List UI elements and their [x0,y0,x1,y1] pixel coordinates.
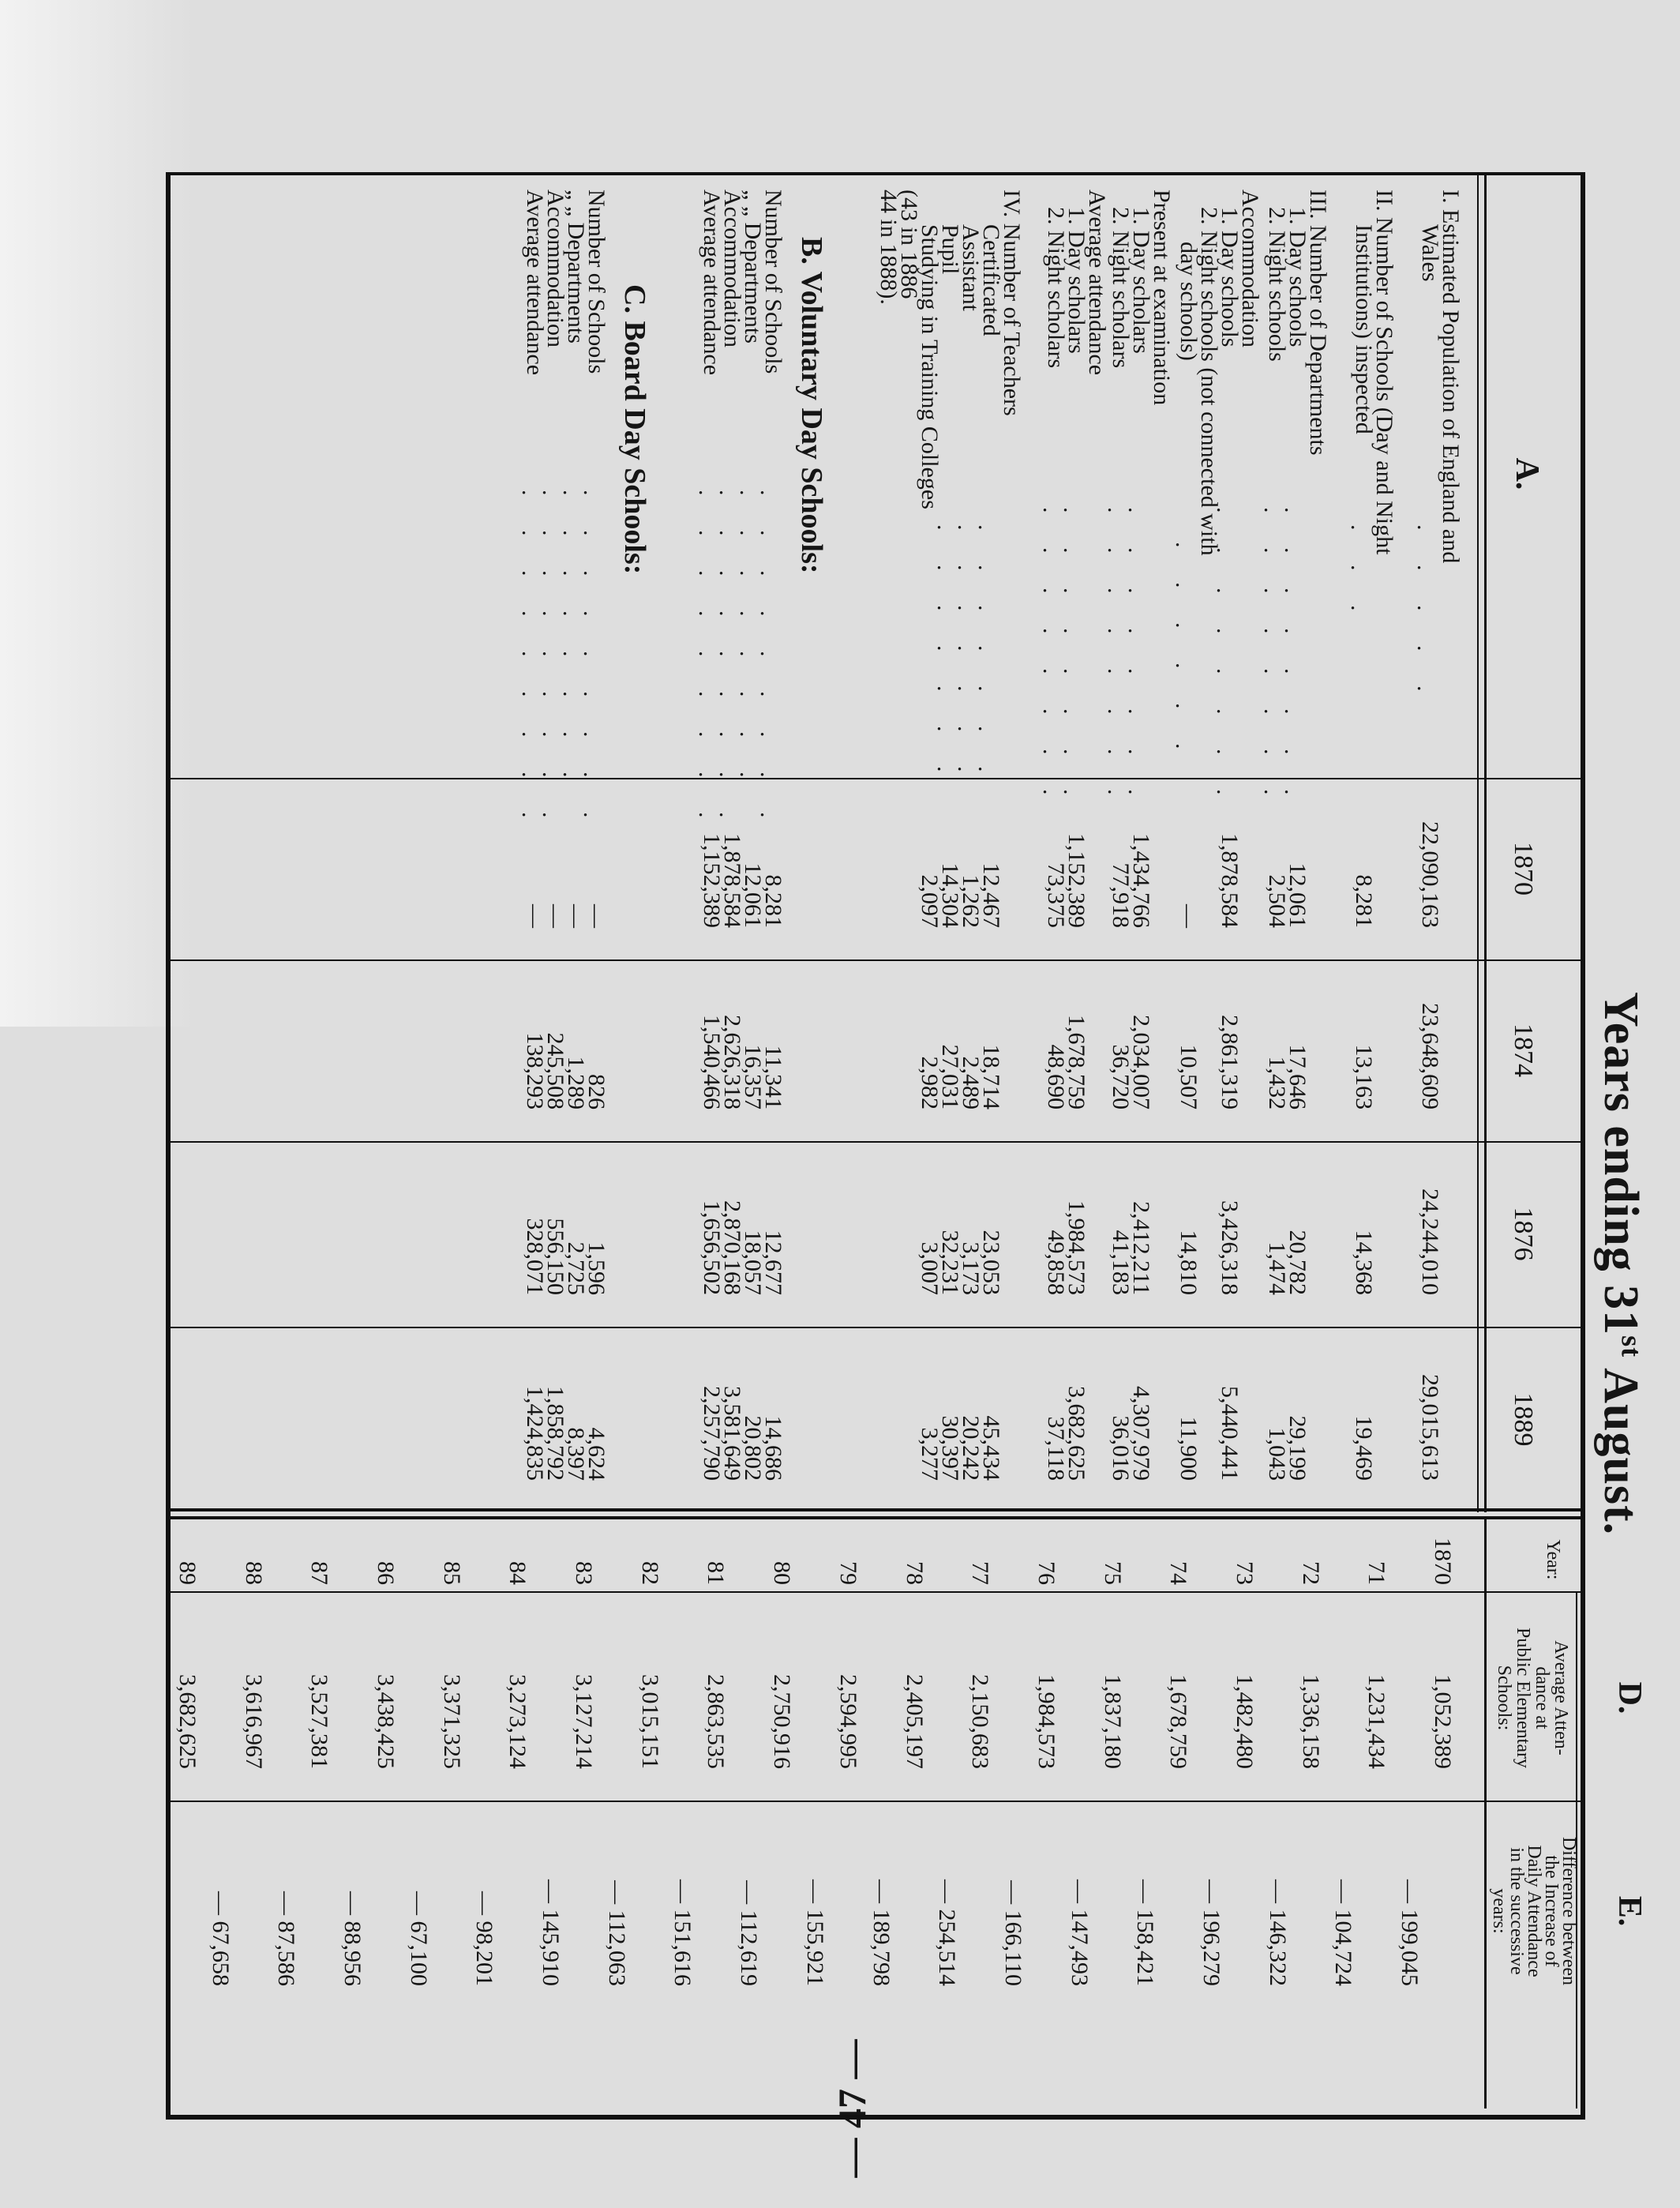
row-value-12-2: 2,412,211 [1128,1201,1154,1295]
row-label-5: 1. Day schools [1284,207,1311,347]
de-attendance-7: 2,150,683 [967,1674,993,1769]
year-col-line-1 [171,959,1585,961]
row-leader-12: . . . . . . . . [1123,507,1149,809]
row-value-16-2: 49,858 [1043,1230,1069,1295]
row-value-5-1: 17,646 [1284,1044,1311,1110]
row-leader-20: . . . . . . . [932,524,958,787]
de-year-3: 73 [1232,1561,1258,1585]
row-value-1-0: 22,090,163 [1417,821,1443,928]
row-value-20-3: 30,397 [937,1415,963,1481]
col-e-subheading-0: Difference between [1558,1836,1579,1986]
row-b-value-0-3: 14,686 [760,1415,786,1481]
row-value-20-2: 32,231 [937,1230,963,1295]
row-value-21-3: 3,277 [917,1427,943,1481]
de-year-16: 86 [373,1561,399,1585]
row-c-leader-3: . . . . . . . . . [517,490,543,832]
de-attendance-13: 3,127,214 [571,1674,597,1769]
de-difference-12: — 112,063 [604,1880,630,1986]
row-value-5-0: 12,061 [1284,862,1311,928]
row-label-6: 2. Night schools [1264,207,1290,362]
row-value-1-1: 23,648,609 [1417,1003,1443,1110]
row-b-value-2-3: 3,581,649 [719,1386,745,1481]
de-difference-15: — 67,100 [406,1891,432,1986]
de-difference-5: — 147,493 [1067,1879,1093,1986]
row-b-label-1: „ „ Departments [740,190,766,344]
page-number-text: — 47 — [830,2039,874,2178]
de-difference-2: — 146,322 [1265,1879,1291,1986]
row-value-5-2: 20,782 [1284,1230,1311,1295]
row-value-10-3: 11,900 [1176,1416,1202,1481]
row-value-19-1: 2,489 [958,1056,984,1110]
row-value-3-3: 19,469 [1351,1415,1377,1481]
row-value-12-0: 1,434,766 [1128,833,1154,928]
section-c-heading: C. Board Day Schools: [618,284,651,575]
de-difference-10: — 112,619 [736,1880,762,1986]
row-b-value-1-3: 20,802 [740,1415,766,1481]
row-b-value-2-1: 2,626,318 [719,1015,745,1110]
row-value-20-1: 27,031 [937,1044,963,1110]
row-c-value-3-2: 328,071 [522,1218,548,1295]
de-year-7: 77 [967,1561,993,1585]
row-value-13-1: 36,720 [1108,1044,1134,1110]
de-year-4: 74 [1165,1561,1191,1585]
row-label-23: 44 in 1888). [876,190,902,305]
row-value-6-2: 1,474 [1264,1241,1290,1295]
row-leader-18: . . . . . . . [973,524,999,787]
row-b-leader-3: . . . . . . . . . [694,490,720,832]
row-label-4: III. Number of Departments [1305,190,1331,456]
row-value-13-3: 36,016 [1108,1415,1134,1481]
row-value-18-3: 45,434 [978,1415,1004,1481]
de-attendance-4: 1,678,759 [1165,1674,1191,1769]
de-difference-6: — 166,110 [1000,1880,1026,1986]
row-value-18-2: 23,053 [978,1230,1004,1295]
row-value-16-0: 73,375 [1043,862,1069,928]
row-c-value-0-3: 4,624 [583,1427,609,1481]
col-d-subheading-2: Public Elementary [1513,1628,1533,1768]
row-label-7: Accommodation [1237,190,1263,347]
de-difference-1: — 104,724 [1330,1879,1356,1986]
row-label-11: Present at examination [1149,190,1175,406]
year-header-1876: 1876 [1509,1207,1538,1261]
row-leader-6: . . . . . . . . [1259,507,1285,809]
de-difference-3: — 196,279 [1198,1879,1224,1986]
row-c-leader-0: . . . . . . . . . [579,490,605,832]
de-attendance-14: 3,273,124 [504,1674,531,1769]
row-value-6-0: 2,504 [1264,874,1290,928]
row-label-18: Certificated [978,224,1004,336]
row-label-2: II. Number of Schools (Day and Night [1371,190,1397,555]
row-leader-3: . . . [1346,524,1372,625]
row-label-19: Assistant [958,224,984,312]
de-difference-7: — 254,514 [934,1879,960,1986]
de-year-15: 85 [439,1561,465,1585]
de-difference-11: — 151,616 [669,1879,696,1986]
row-value-6-1: 1,432 [1264,1056,1290,1110]
row-c-value-1-3: 8,397 [563,1427,589,1481]
row-label-14: Average attendance [1084,190,1110,376]
row-b-value-2-2: 2,870,168 [719,1200,745,1295]
de-attendance-8: 2,405,197 [902,1674,928,1769]
de-attendance-11: 2,863,535 [703,1674,729,1769]
de-year-1: 71 [1363,1561,1389,1585]
de-col-line-1 [171,1591,1585,1593]
col-d-subheading-0: Average Atten- [1551,1640,1571,1756]
row-value-15-0: 1,152,389 [1063,833,1089,928]
row-value-3-2: 14,368 [1351,1230,1377,1295]
col-e-header: E. [1611,1895,1648,1927]
de-year-19: 89 [174,1561,201,1585]
row-value-19-2: 3,173 [958,1241,984,1295]
de-attendance-15: 3,371,325 [439,1674,465,1769]
title-end: August. [1594,1357,1648,1536]
row-c-value-2-0: — [542,904,568,928]
row-value-3-0: 8,281 [1351,874,1377,928]
de-attendance-12: 3,015,151 [637,1674,663,1769]
row-value-1-3: 29,015,613 [1417,1374,1443,1481]
row-c-value-2-3: 1,858,792 [542,1386,568,1481]
row-value-10-0: — [1176,904,1202,928]
row-value-19-0: 1,262 [958,874,984,928]
de-year-18: 88 [241,1561,267,1585]
row-value-6-3: 1,043 [1264,1427,1290,1481]
row-c-label-1: „ „ Departments [563,190,589,344]
row-b-value-3-2: 1,656,502 [699,1200,725,1295]
row-value-16-3: 37,118 [1043,1416,1069,1481]
row-leader-16: . . . . . . . . [1038,507,1064,809]
title-main: Years ending 31 [1594,991,1648,1336]
row-c-value-0-2: 1,596 [583,1241,609,1295]
row-value-3-1: 13,163 [1351,1044,1377,1110]
de-attendance-18: 3,616,967 [241,1674,267,1769]
header-separator [1484,175,1487,1512]
de-col-line-2 [171,1801,1585,1802]
de-difference-0: — 199,045 [1397,1879,1423,1986]
row-value-1-2: 24,244,010 [1417,1188,1443,1295]
year-col-line-3 [171,1327,1585,1328]
row-b-value-3-3: 2,257,790 [699,1386,725,1481]
row-label-20: Pupil [937,224,963,275]
row-leader-8: . . . . . . . . [1212,507,1238,809]
de-attendance-19: 3,682,625 [174,1674,201,1769]
row-leader-10: . . . . . . [1171,542,1197,764]
row-b-label-2: Accommodation [719,190,745,347]
page-title [1592,869,1648,1658]
de-difference-17: — 87,586 [273,1891,299,1986]
row-value-18-0: 12,467 [978,862,1004,928]
row-value-15-2: 1,984,573 [1063,1200,1089,1295]
row-value-5-3: 29,199 [1284,1415,1311,1481]
row-leader-5: . . . . . . . . [1280,507,1306,809]
de-attendance-1: 1,231,434 [1363,1674,1389,1769]
row-value-8-1: 2,861,319 [1217,1015,1243,1110]
de-difference-13: — 145,910 [538,1879,564,1986]
row-c-value-3-0: — [522,904,548,928]
row-value-10-2: 14,810 [1176,1230,1202,1295]
de-difference-18: — 67,658 [208,1891,234,1986]
de-attendance-3: 1,482,480 [1232,1674,1258,1769]
row-c-value-3-1: 138,293 [522,1032,548,1110]
row-label-1: Wales [1417,224,1443,282]
de-year-0: 1870 [1430,1538,1456,1585]
year-header-1889: 1889 [1509,1392,1538,1447]
row-value-10-1: 10,507 [1176,1044,1202,1110]
row-c-label-2: Accommodation [542,190,568,347]
row-b-value-3-1: 1,540,466 [699,1015,725,1110]
col-d-subheading-3: Schools: [1494,1665,1514,1731]
year-col-line-0 [171,778,1585,779]
row-leader-1: . . . . . [1412,524,1438,706]
row-c-leader-2: . . . . . . . . . [538,490,564,832]
de-attendance-17: 3,527,381 [306,1674,332,1769]
col-d-subheading-1: dance at [1532,1666,1552,1729]
de-difference-16: — 88,956 [339,1891,366,1986]
de-year-14: 84 [504,1561,531,1585]
row-c-value-1-1: 1,289 [563,1056,589,1110]
row-leader-19: . . . . . . . [953,524,979,787]
row-b-label-0: Number of Schools [760,190,786,374]
row-value-20-0: 14,304 [937,862,963,928]
col-e-subheading-3: in the successive [1506,1847,1527,1975]
row-b-value-2-0: 1,878,584 [719,833,745,928]
row-label-22: (43 in 1886 [896,190,922,299]
de-attendance-16: 3,438,425 [373,1674,399,1769]
row-c-value-3-3: 1,424,835 [522,1386,548,1481]
row-label-15: 1. Day scholars [1063,207,1089,354]
year-header-1870: 1870 [1509,842,1538,896]
de-year-8: 78 [902,1561,928,1585]
row-label-8: 1. Day schools [1217,207,1243,347]
row-value-18-1: 18,714 [978,1044,1004,1110]
de-year-2: 72 [1298,1561,1324,1585]
row-b-leader-1: . . . . . . . . [735,490,761,792]
row-b-leader-2: . . . . . . . . . [714,490,741,832]
row-c-value-1-0: — [563,904,589,928]
row-c-value-0-0: — [583,904,609,928]
row-label-12: 1. Day scholars [1128,207,1154,354]
divider-main [171,1508,1585,1511]
row-b-value-0-0: 8,281 [760,874,786,928]
row-label-17: IV. Number of Teachers [999,190,1025,416]
col-e-subheading-4: years: [1489,1888,1509,1934]
row-c-value-0-1: 826 [583,1074,609,1110]
col-d-header: D. [1611,1681,1648,1714]
col-a-header: A. [1509,457,1545,490]
row-label-16: 2. Night scholars [1043,207,1069,369]
header-separator-2 [1477,175,1479,1512]
de-difference-4: — 158,421 [1132,1879,1158,1986]
row-label-10: day schools) [1176,242,1202,361]
de-difference-8: — 189,798 [868,1879,894,1986]
row-b-value-1-2: 18,057 [740,1230,766,1295]
row-value-12-3: 4,307,979 [1128,1386,1154,1481]
de-attendance-5: 1,837,180 [1100,1674,1126,1769]
row-c-value-2-1: 245,508 [542,1032,568,1110]
row-b-value-0-1: 11,341 [760,1045,786,1110]
de-year-10: 80 [769,1561,795,1585]
row-value-19-3: 20,242 [958,1415,984,1481]
row-value-15-3: 3,682,625 [1063,1386,1089,1481]
row-label-9: 2. Night schools (not connected with [1196,207,1222,556]
row-value-13-2: 41,183 [1108,1230,1134,1295]
de-year-17: 87 [306,1561,332,1585]
row-label-21: Studying in Training Colleges [917,224,943,509]
row-c-label-0: Number of Schools [583,190,609,374]
row-b-value-1-1: 16,357 [740,1044,766,1110]
row-label-0: I. Estimated Population of England and [1438,190,1464,564]
section-b-heading: B. Voluntary Day Schools: [795,237,828,574]
de-year-13: 83 [571,1561,597,1585]
row-label-3: Institutions) inspected [1351,224,1377,434]
row-value-21-2: 3,007 [917,1241,943,1295]
row-c-value-1-2: 2,725 [563,1241,589,1295]
col-e-subheading-1: the Increase of [1541,1855,1562,1967]
row-value-8-2: 3,426,318 [1217,1200,1243,1295]
de-year-9: 79 [835,1561,861,1585]
de-attendance-6: 1,984,573 [1033,1674,1059,1769]
de-year-11: 81 [703,1561,729,1585]
title-sup: st [1615,1335,1648,1358]
row-b-leader-0: . . . . . . . . . [756,490,782,832]
row-b-value-3-0: 1,152,389 [699,833,725,928]
row-label-13: 2. Night scholars [1108,207,1134,369]
year-col-line-2 [171,1141,1585,1143]
de-header-separator [1484,1518,1487,2108]
row-c-value-2-2: 556,150 [542,1218,568,1295]
de-difference-14: — 98,201 [471,1891,497,1986]
de-year-5: 75 [1100,1561,1126,1585]
row-value-8-3: 5,440,441 [1217,1386,1243,1481]
row-value-21-1: 2,982 [917,1056,943,1110]
row-value-13-0: 77,918 [1108,862,1134,928]
col-e-subheading-2: Daily Attendance [1524,1845,1544,1977]
year-label: Year: [1543,1539,1563,1580]
de-difference-9: — 155,921 [802,1879,828,1986]
row-b-value-0-2: 12,677 [760,1230,786,1295]
de-attendance-2: 1,336,158 [1298,1674,1324,1769]
row-value-15-1: 1,678,759 [1063,1015,1089,1110]
row-b-value-1-0: 12,061 [740,862,766,928]
row-value-21-0: 2,097 [917,874,943,928]
de-attendance-10: 2,750,916 [769,1674,795,1769]
row-value-8-0: 1,878,584 [1217,833,1243,928]
de-year-12: 82 [637,1561,663,1585]
row-value-12-1: 2,034,007 [1128,1015,1154,1110]
divider-main-2 [171,1516,1585,1519]
row-leader-13: . . . . . . . . [1103,507,1129,809]
row-c-label-3: Average attendance [522,190,548,376]
de-attendance-9: 2,594,995 [835,1674,861,1769]
de-year-6: 76 [1033,1561,1059,1585]
year-header-1874: 1874 [1509,1023,1538,1077]
row-c-leader-1: . . . . . . . . [558,490,584,792]
row-leader-15: . . . . . . . . [1059,507,1085,809]
de-attendance-0: 1,052,389 [1430,1674,1456,1769]
row-value-16-1: 48,690 [1043,1044,1069,1110]
row-b-label-3: Average attendance [699,190,725,376]
